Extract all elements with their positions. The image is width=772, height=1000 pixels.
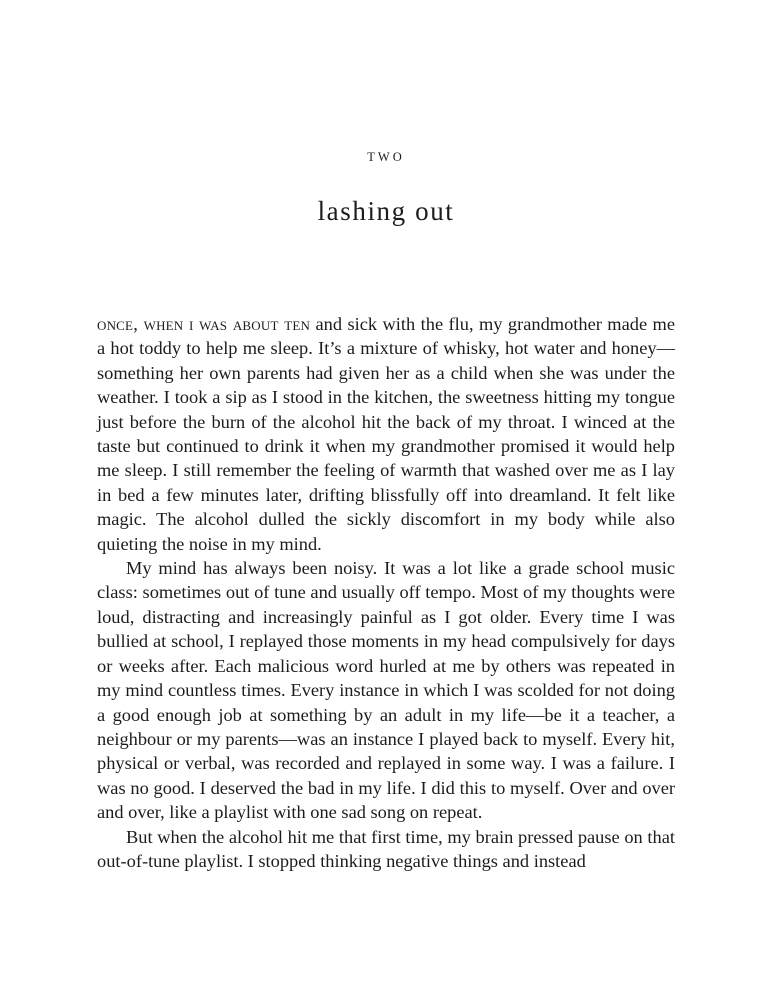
chapter-number: TWO: [367, 150, 405, 164]
chapter-title: lashing out: [317, 196, 455, 226]
paragraph-1: [97, 312, 675, 556]
paragraph-2: My mind has always been noisy. It was a lot like a grade school music class: sometimes out of tune and usually off tempo. Most of my thoughts were loud, distracting and increasingly painful as I got older. Every time I was bullied at school, I replayed those moments in my head compulsively for days or weeks after. Each malicious word hurled at me by others was repeated in my mind countless times. Every instance in which I was scolded for not doing a good enough job at something by an adult in my life—be it a teacher, a neighbour or my parents—was an instance I played back to myself. Every hit, physical or verbal, was recorded and replayed in some way. I was a failure. I was no good. I deserved the bad in my life. I did this to myself. Over and over and over, like a playlist with one sad song on repeat.: [97, 558, 675, 823]
paragraph-3: But when the alcohol hit me that first time, my brain pressed pause on that out-of-tune playlist. I stopped thinking negative things and instead: [97, 826, 675, 871]
body-text: [97, 312, 675, 873]
lead-in-smallcaps: once, when i was about ten: [97, 314, 311, 334]
paragraph-1-text: and sick with the flu, my grandmother made me a hot toddy to help me sleep. It’s a mixture of whisky, hot water and honey—something her own parents had given her as a child when she was under the weather. I took a sip as I stood in the kitchen, the sweetness hitting my tongue just before the burn of the alcohol hit the back of my throat. I winced at the taste but continued to drink it when my grandmother promised it would help me sleep. I still remember the feeling of warmth that washed over me as I lay in bed a few minutes later, drifting blissfully off into dreamland. It felt like magic. The alcohol dulled the sickly discomfort in my body while also quieting the noise in my mind.: [97, 314, 675, 554]
